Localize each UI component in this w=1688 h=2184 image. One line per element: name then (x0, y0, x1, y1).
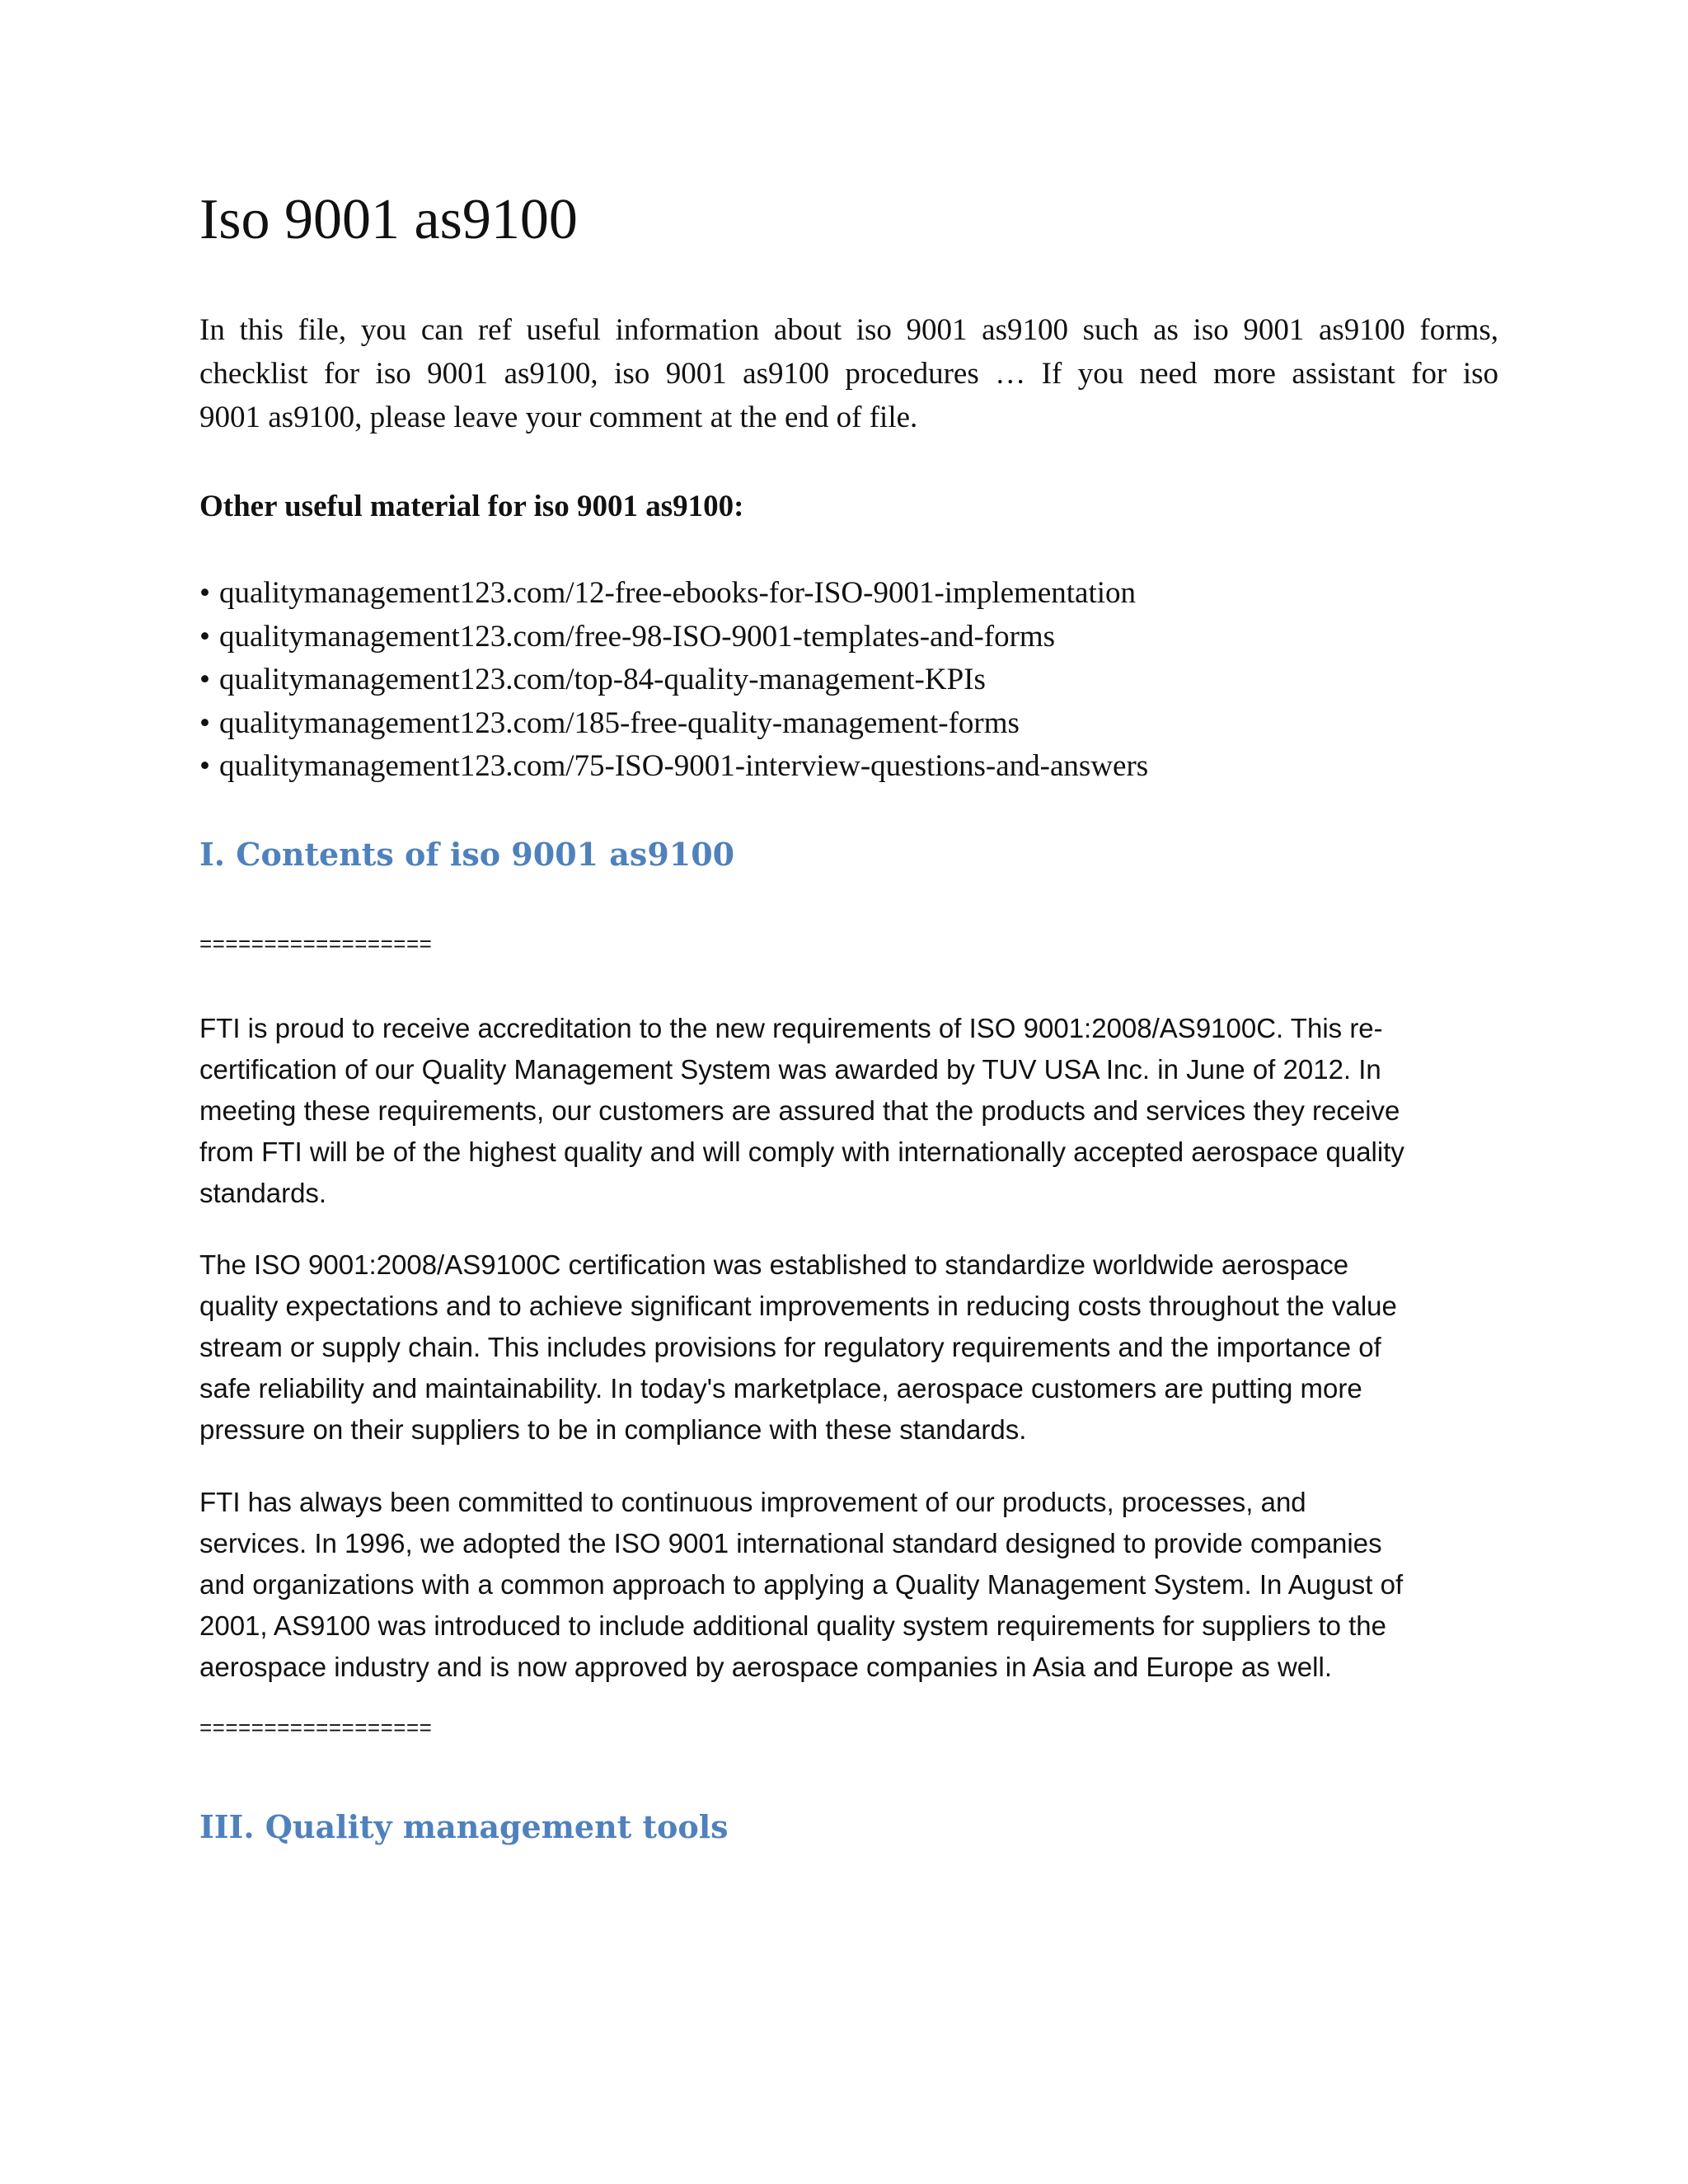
intro-line: 9001 as9100, please leave your comment at the end of file. (199, 401, 918, 434)
paragraph-line: pressure on their suppliers to be in compliance with these standards. (199, 1414, 1027, 1445)
paragraph-line: FTI is proud to receive accreditation to the new requirements of ISO 9001:2008/AS9100C. This re- (199, 1013, 1383, 1043)
bullet-icon: • (199, 705, 210, 740)
paragraph-line: 2001, AS9100 was introduced to include additional quality system requirements for suppliers to the (199, 1610, 1387, 1641)
material-link-text[interactable]: qualitymanagement123.com/top-84-quality-management-KPIs (219, 663, 986, 696)
body-paragraph-accreditation (199, 1008, 1498, 1214)
material-link-item[interactable] (199, 616, 1148, 659)
material-link-item[interactable] (199, 745, 1148, 789)
material-link-text[interactable]: qualitymanagement123.com/free-98-ISO-9001-templates-and-forms (219, 619, 1056, 654)
divider-bottom: ================== (199, 1715, 433, 1740)
material-link-list (199, 572, 1148, 789)
section-heading-contents: I. Contents of iso 9001 as9100 (199, 836, 735, 873)
material-link-item[interactable] (199, 572, 1148, 616)
document-title: Iso 9001 as9100 (199, 188, 578, 251)
paragraph-line: standards. (199, 1178, 327, 1208)
divider-top: ================== (199, 931, 433, 956)
intro-paragraph (199, 308, 1498, 439)
bullet-icon: • (199, 749, 210, 783)
paragraph-line: from FTI will be of the highest quality and will comply with internationally accepted aerospace quality (199, 1137, 1404, 1167)
paragraph-line: quality expectations and to achieve significant improvements in reducing costs throughout the value (199, 1291, 1397, 1321)
material-link-item[interactable] (199, 702, 1148, 746)
material-link-text[interactable]: qualitymanagement123.com/75-ISO-9001-interview-questions-and-answers (219, 749, 1149, 783)
paragraph-line: stream or supply chain. This includes provisions for regulatory requirements and the importance of (199, 1332, 1381, 1362)
body-paragraph-certification (199, 1244, 1498, 1451)
paragraph-line: safe reliability and maintainability. In today's marketplace, aerospace customers are putting more (199, 1373, 1362, 1404)
other-material-heading: Other useful material for iso 9001 as9100: (199, 490, 744, 523)
bullet-icon: • (199, 663, 210, 696)
intro-line: In this file, you can ref useful information about iso 9001 as9100 such as iso 9001 as9100 forms, (199, 313, 1498, 347)
paragraph-line: services. In 1996, we adopted the ISO 9001 international standard designed to provide companies (199, 1528, 1382, 1558)
paragraph-line: aerospace industry and is now approved by aerospace companies in Asia and Europe as well. (199, 1652, 1332, 1682)
document-page (199, 0, 1498, 2184)
bullet-icon: • (199, 619, 210, 654)
paragraph-line: The ISO 9001:2008/AS9100C certification was established to standardize worldwide aerospace (199, 1249, 1349, 1280)
bullet-icon: • (199, 576, 210, 610)
material-link-text[interactable]: qualitymanagement123.com/185-free-quality-management-forms (219, 705, 1020, 740)
material-link-item[interactable] (199, 658, 1148, 702)
paragraph-line: meeting these requirements, our customers are assured that the products and services they receive (199, 1095, 1400, 1126)
section-heading-tools: III. Quality management tools (199, 1808, 729, 1845)
paragraph-line: and organizations with a common approach to applying a Quality Management System. In August of (199, 1569, 1404, 1600)
paragraph-line: FTI has always been committed to continuous improvement of our products, processes, and (199, 1487, 1306, 1517)
material-link-text[interactable]: qualitymanagement123.com/12-free-ebooks-for-ISO-9001-implementation (219, 576, 1137, 610)
intro-line: checklist for iso 9001 as9100, iso 9001 as9100 procedures … If you need more assistant for iso (199, 357, 1498, 391)
body-paragraph-improvement (199, 1482, 1498, 1688)
paragraph-line: certification of our Quality Management System was awarded by TUV USA Inc. in June of 2012. In (199, 1054, 1381, 1085)
